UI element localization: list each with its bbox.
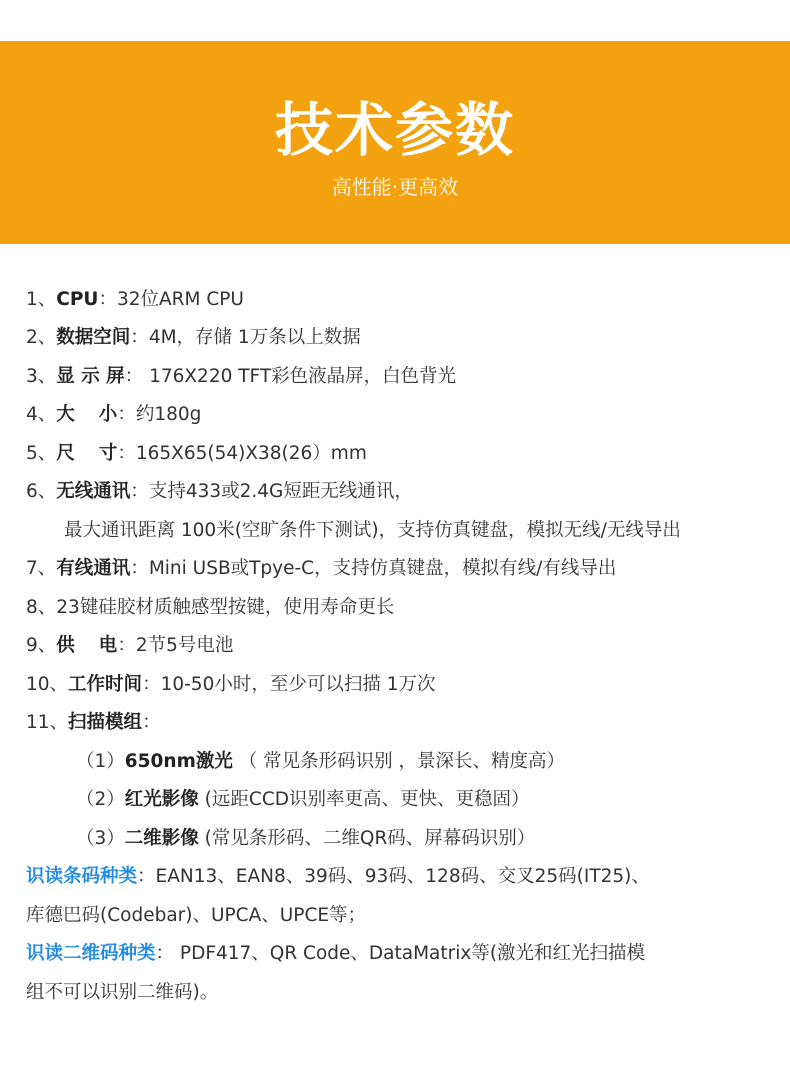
spec-number: 7、 bbox=[26, 558, 57, 579]
spec-item-weight bbox=[26, 403, 201, 427]
spec-label: 工作时间 bbox=[68, 674, 143, 695]
spec-number: 10、 bbox=[26, 674, 69, 695]
spec-item-power bbox=[26, 634, 233, 658]
spec-value: 约180g bbox=[135, 404, 202, 425]
spec-value: 165X65(54)X38(26）mm bbox=[135, 443, 367, 464]
spec-number: 5、 bbox=[26, 443, 57, 464]
scan-module-red-light bbox=[76, 788, 529, 812]
spec-number: 1、 bbox=[26, 289, 57, 310]
spec-number: 8、 bbox=[26, 597, 57, 618]
module-label: 650nm激光 bbox=[124, 751, 233, 772]
spec-separator: ： bbox=[117, 443, 136, 464]
module-value: (远距CCD识别率更高、更快、更稳固） bbox=[198, 789, 530, 810]
spec-value: Mini USB或Tpye-C，支持仿真键盘，模拟有线/有线导出 bbox=[148, 558, 617, 579]
spec-item-memory bbox=[26, 326, 361, 350]
spec-label: 显 示 屏 bbox=[56, 366, 125, 387]
page-title: 技术参数 bbox=[274, 96, 515, 164]
spec-separator: ： bbox=[124, 366, 144, 387]
spec-label: CPU bbox=[56, 289, 99, 310]
spec-separator: ： bbox=[155, 943, 175, 964]
spec-item-keys bbox=[26, 596, 394, 620]
spec-number: 4、 bbox=[26, 404, 57, 425]
module-value: （ 常见条形码识别 ，景深长、精度高） bbox=[232, 751, 566, 772]
spec-number: 6、 bbox=[26, 481, 57, 502]
module-number: （1） bbox=[76, 751, 125, 772]
spec-label: 无线通讯 bbox=[56, 481, 131, 502]
spec-value: 32位ARM CPU bbox=[116, 289, 244, 310]
spec-separator: ： bbox=[130, 558, 149, 579]
spec-item-wireless-continuation: 最大通讯距离 100米(空旷条件下测试)，支持仿真键盘，模拟无线/无线导出 bbox=[64, 520, 681, 541]
spec-item-wireless bbox=[26, 480, 413, 504]
spec-item-scan-module bbox=[26, 711, 161, 735]
spec-label: 小 bbox=[98, 404, 118, 425]
spec-label: 尺 bbox=[56, 443, 75, 464]
spec-label: 电 bbox=[98, 635, 118, 656]
spec-value: 2节5号电池 bbox=[135, 635, 234, 656]
spec-label: 供 bbox=[56, 635, 75, 656]
barcode-types-value: EAN13、EAN8、39码、93码、128码、交叉25码(IT25)、 bbox=[155, 866, 650, 887]
qr-types-value: PDF417、QR Code、DataMatrix等(激光和红光扫描模 bbox=[174, 943, 646, 964]
qr-types-continuation: 组不可以识别二维码)。 bbox=[26, 982, 219, 1003]
spec-value: 4M，存储 1万条以上数据 bbox=[148, 327, 361, 348]
spec-label: 扫描模组 bbox=[68, 712, 143, 733]
spec-item-size bbox=[26, 442, 367, 466]
spec-separator: ： bbox=[117, 404, 136, 425]
spec-item-display bbox=[26, 365, 456, 389]
spec-separator: ： bbox=[142, 712, 161, 733]
spec-number: 11、 bbox=[26, 712, 69, 733]
spec-separator: ： bbox=[117, 635, 136, 656]
barcode-types bbox=[26, 865, 650, 889]
spec-separator: ： bbox=[130, 481, 149, 502]
scan-module-laser bbox=[76, 750, 565, 774]
spec-value: 10-50小时，至少可以扫描 1万次 bbox=[160, 674, 436, 695]
spec-separator: ： bbox=[142, 674, 161, 695]
spec-separator: ： bbox=[137, 866, 156, 887]
spec-label: 有线通讯 bbox=[56, 558, 131, 579]
module-label: 二维影像 bbox=[124, 828, 199, 849]
spec-separator: ： bbox=[130, 327, 149, 348]
spec-number: 2、 bbox=[26, 327, 57, 348]
spec-value: 23键硅胶材质触感型按键，使用寿命更长 bbox=[56, 597, 395, 618]
qr-types-label: 识读二维码种类 bbox=[26, 943, 156, 964]
spec-item-runtime bbox=[26, 673, 436, 697]
spec-number: 9、 bbox=[26, 635, 57, 656]
barcode-types-label: 识读条码种类 bbox=[26, 866, 138, 887]
barcode-types-continuation: 库德巴码(Codebar)、UPCA、UPCE等； bbox=[26, 905, 367, 926]
spec-label: 寸 bbox=[98, 443, 118, 464]
scan-module-2d bbox=[76, 827, 535, 851]
spec-value: 176X220 TFT彩色液晶屏，白色背光 bbox=[143, 366, 457, 387]
spec-label: 大 bbox=[56, 404, 75, 425]
module-label: 红光影像 bbox=[124, 789, 199, 810]
module-value: (常见条形码、二维QR码、屏幕码识别） bbox=[198, 828, 536, 849]
spec-label: 数据空间 bbox=[56, 327, 131, 348]
module-number: （2） bbox=[76, 789, 125, 810]
page-subtitle: 高性能·更高效 bbox=[331, 175, 459, 199]
qr-types bbox=[26, 942, 645, 966]
spec-value: 支持433或2.4G短距无线通讯， bbox=[148, 481, 413, 502]
header-banner bbox=[0, 41, 790, 244]
spec-item-cpu bbox=[26, 288, 244, 312]
spec-number: 3、 bbox=[26, 366, 57, 387]
spec-separator: ： bbox=[98, 289, 117, 310]
spec-item-wired bbox=[26, 557, 616, 581]
module-number: （3） bbox=[76, 828, 125, 849]
